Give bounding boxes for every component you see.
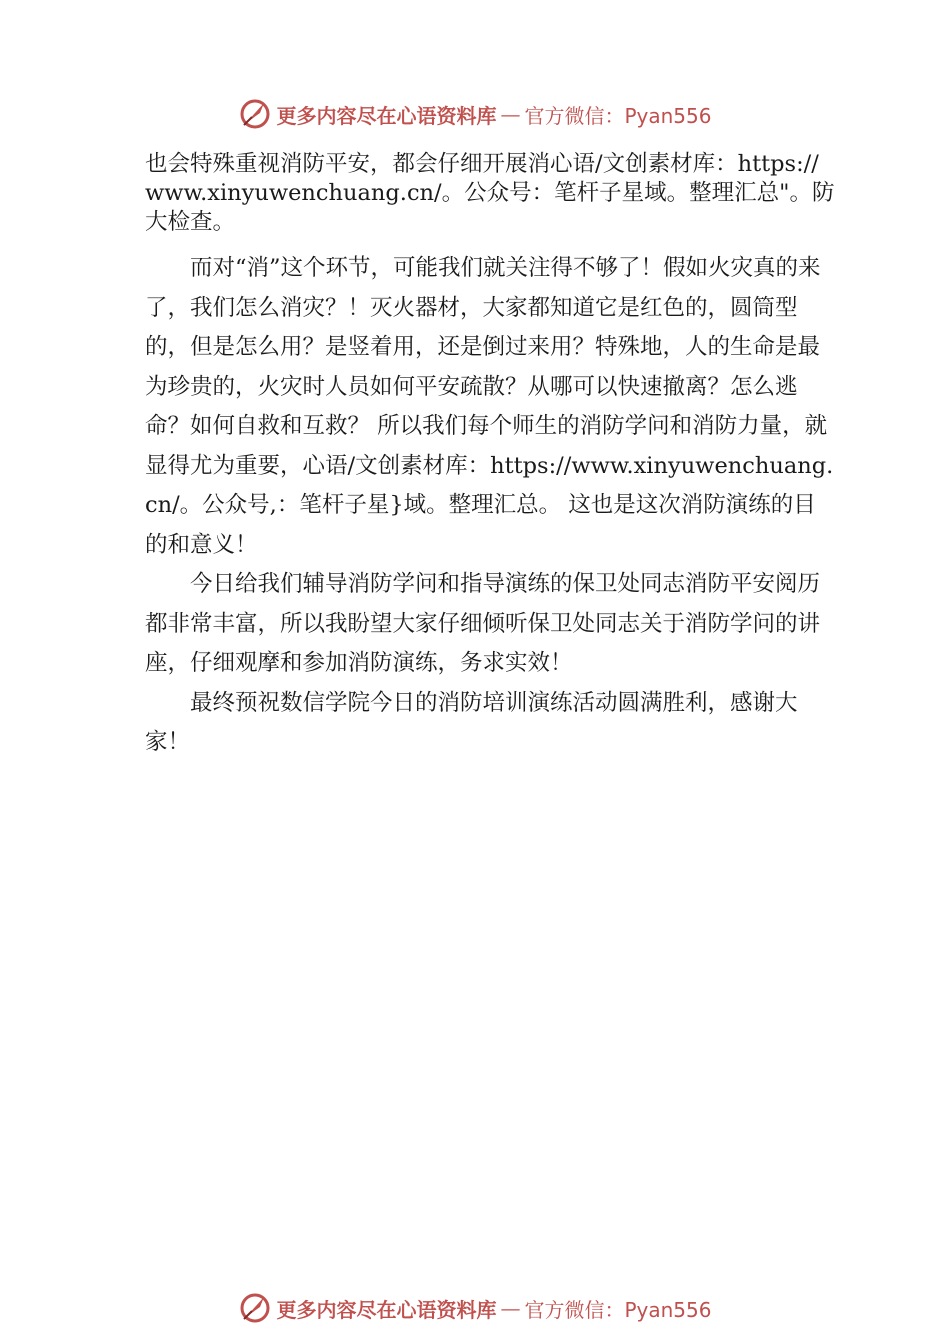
footer-wechat: 官方微信：Pyan556	[524, 1297, 712, 1322]
quill-logo-icon	[238, 97, 272, 131]
header-brand: 更多内容尽在心语资料库	[276, 103, 497, 128]
document-body	[145, 150, 835, 763]
header-banner	[0, 94, 950, 134]
paragraph-1: 也会特殊重视消防平安，都会仔细开展消心语/文创素材库：https://www.xinyuwenchuang.cn/。公众号：笔杆子星域。整理汇总"。防大检查。	[145, 151, 835, 235]
footer-banner	[0, 1288, 950, 1328]
footer-brand: 更多内容尽在心语资料库	[276, 1297, 497, 1322]
footer-dash: —	[500, 1296, 521, 1320]
header-wechat: 官方微信：Pyan556	[524, 103, 712, 128]
paragraph-2: 而对“消”这个环节，可能我们就关注得不够了！假如火灾真的来了，我们怎么消灾？！灭火器材，大家都知道它是红色的，圆筒型的，但是怎么用？是竖着用，还是倒过来用？特殊地，人的生命是最为珍贵的，火灾时人员如何平安疏散？从哪可以快速撤离？怎么逃命？如何自救和互救？ 所以我们每个师生的消防学问和消防力量，就显得尤为重要，心语/文创素材库：https://www.xinyuwenchuang.cn/。公众号,：笔杆子星}域。整理汇总。 这也是这次消防演练的目的和意义！	[145, 255, 834, 558]
paragraph-3: 今日给我们辅导消防学问和指导演练的保卫处同志消防平安阅历都非常丰富，所以我盼望大家仔细倾听保卫处同志关于消防学问的讲座，仔细观摩和参加消防演练，务求实效！	[145, 571, 821, 676]
paragraph-4: 最终预祝数信学院今日的消防培训演练活动圆满胜利，感谢大家！	[145, 689, 798, 755]
quill-logo-icon	[238, 1291, 272, 1325]
header-dash: —	[500, 102, 521, 126]
